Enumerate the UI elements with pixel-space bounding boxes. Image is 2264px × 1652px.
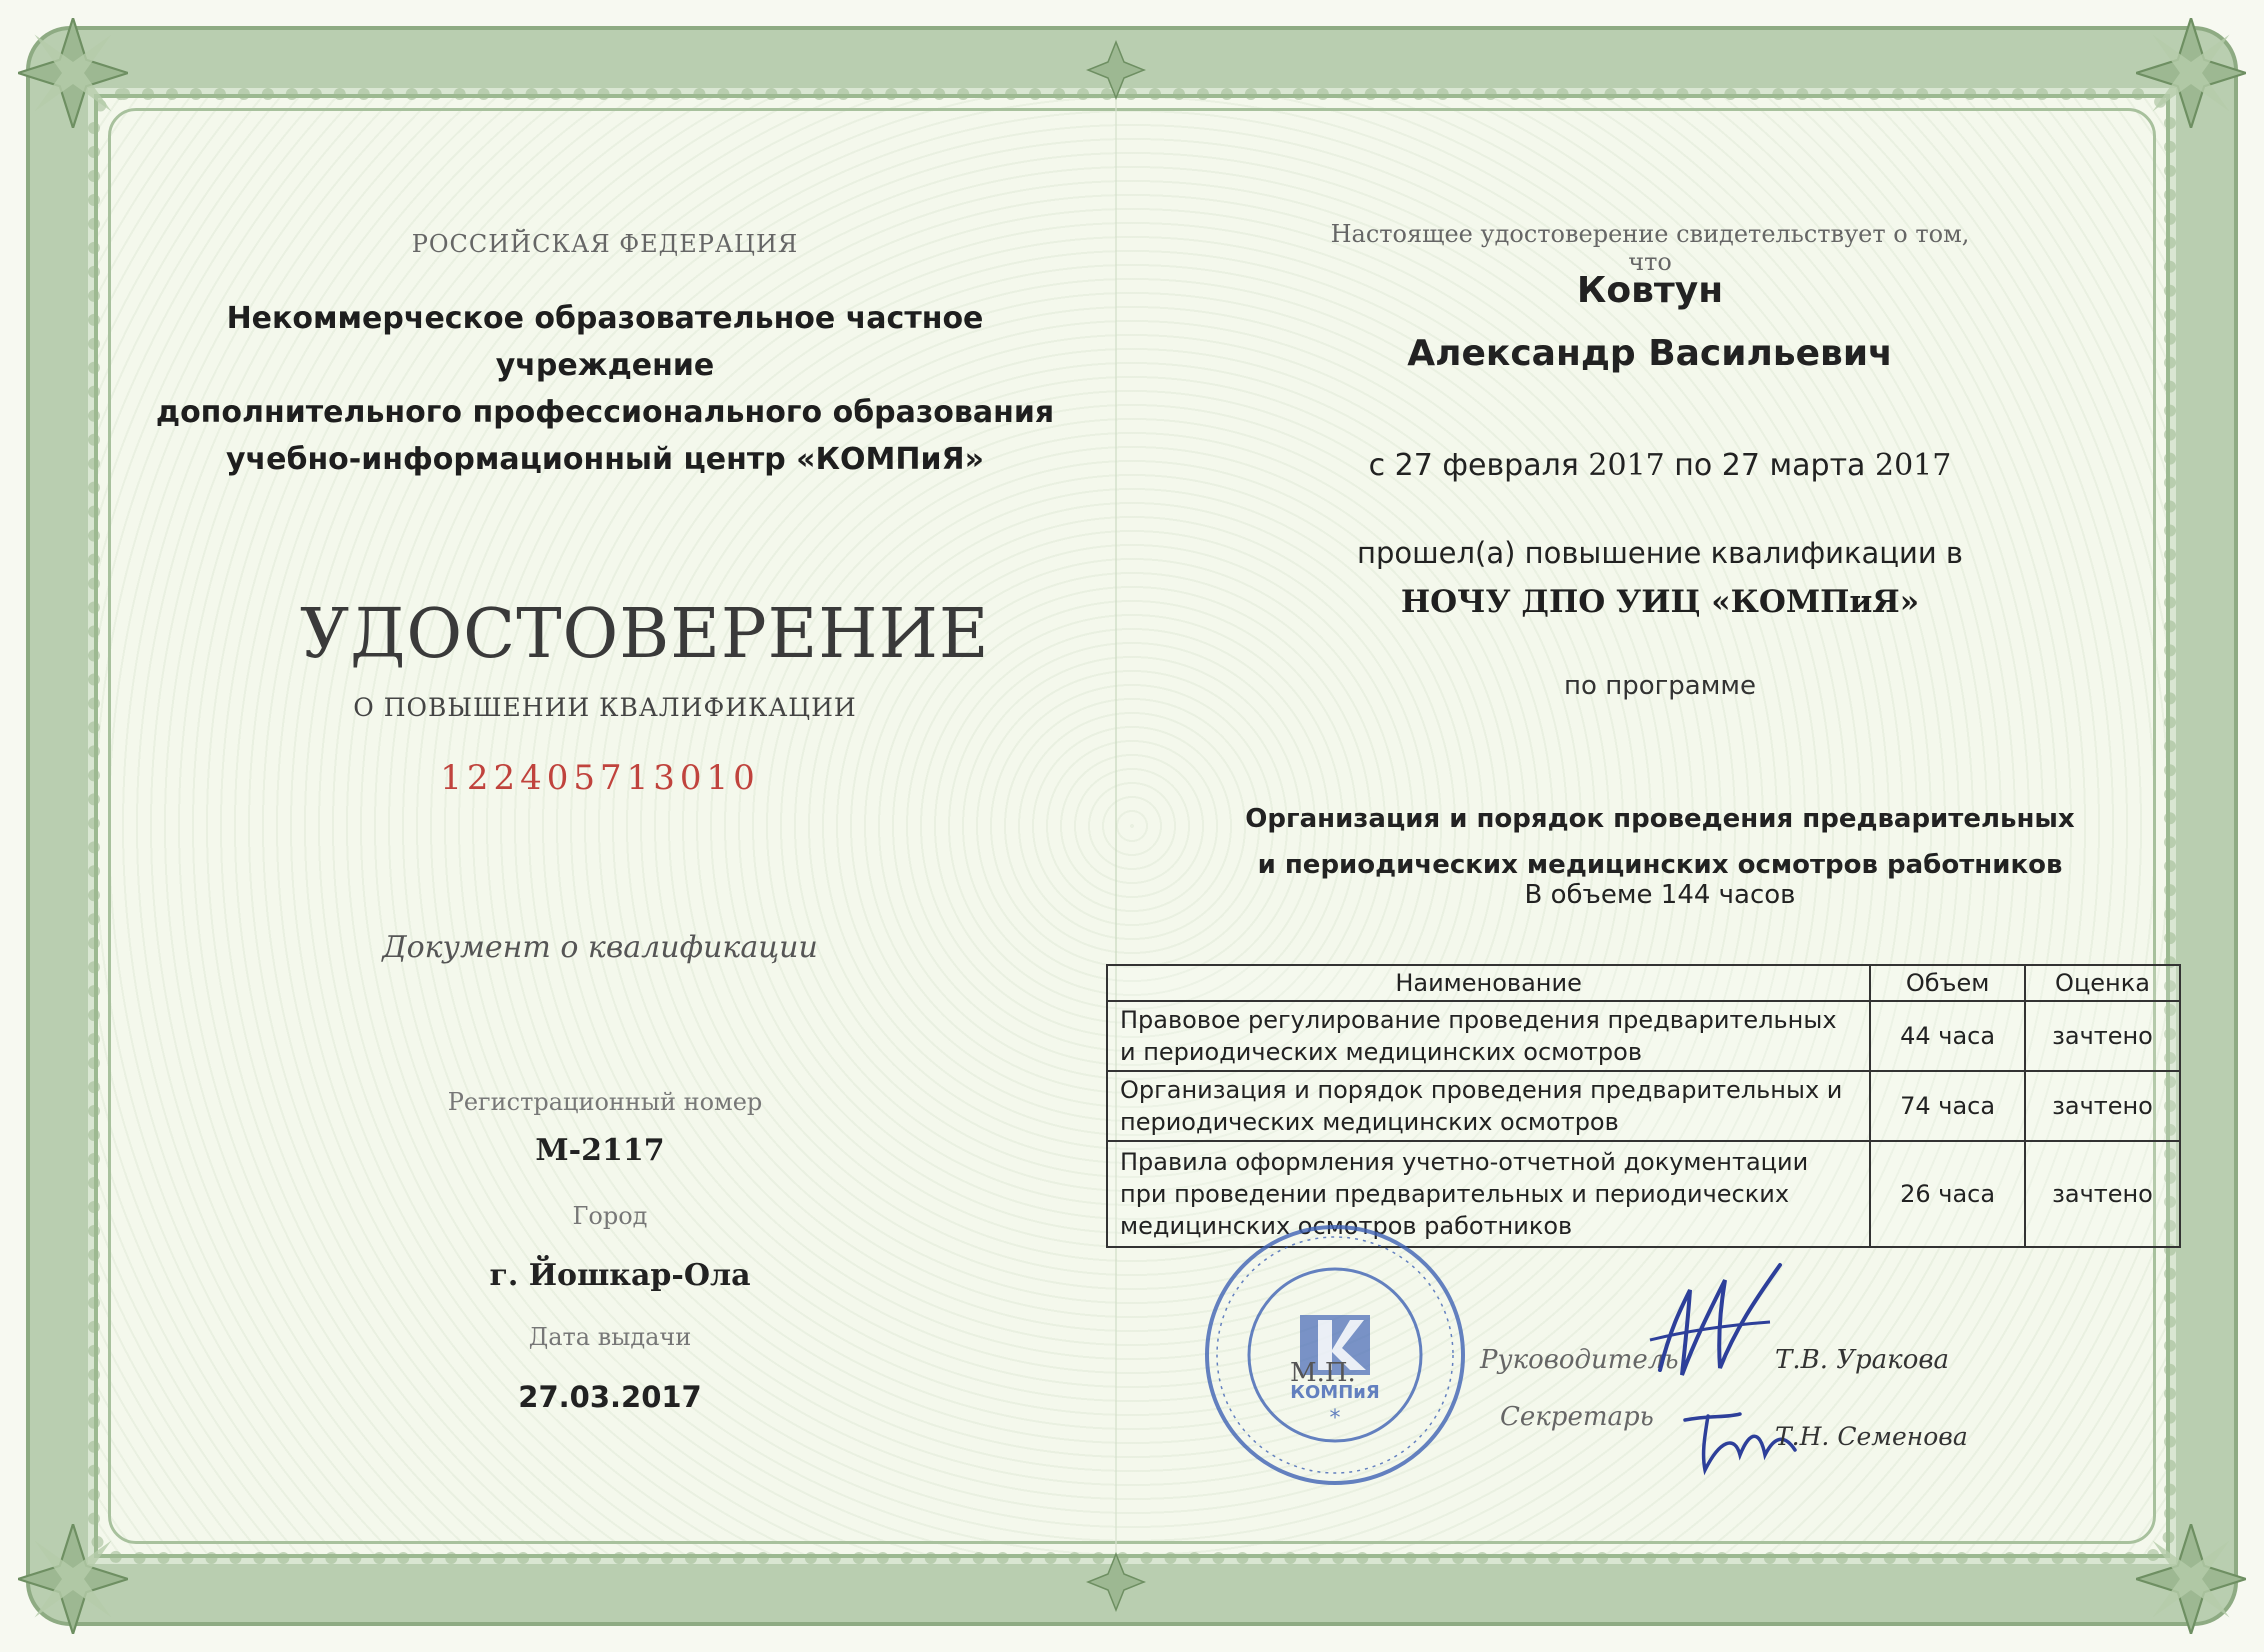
column-header-grade: Оценка: [2025, 965, 2180, 1001]
document-type: Документ о квалификации: [382, 930, 818, 965]
period-from-year: 2017: [1588, 448, 1665, 483]
program-volume: В объеме 144 часов: [1524, 880, 1796, 910]
certificate-title: УДОСТОВЕРЕНИЕ: [300, 595, 990, 674]
stamp-text: КОМПиЯ: [1290, 1382, 1380, 1403]
period-from: с 27 февраля: [1368, 448, 1579, 483]
corner-ornament-icon: [18, 18, 128, 128]
issue-date: 27.03.2017: [518, 1380, 702, 1414]
period-to-year: 2017: [1874, 448, 1952, 483]
course-hours: 44 часа: [1870, 1001, 2025, 1071]
course-name: Правовое регулирование проведения предварительных и периодических медицинских осмотров: [1107, 1001, 1870, 1071]
course-name: Правила оформления учетно-отчетной документации при проведении предварительных и периодических медицинских осмотров работников: [1107, 1141, 1870, 1247]
certificate-subtitle: О ПОВЫШЕНИИ КВАЛИФИКАЦИИ: [353, 693, 857, 722]
table-row: [1107, 1001, 2180, 1071]
table-header-row: [1107, 965, 2180, 1001]
corner-ornament-icon: [18, 1524, 128, 1634]
organization-short-name: НОЧУ ДПО УИЦ «КОМПиЯ»: [1400, 584, 1920, 620]
courses-table: [1106, 964, 2181, 1248]
program-label: по программе: [1564, 671, 1756, 701]
course-name: Организация и порядок проведения предварительных и периодических медицинских осмотров: [1107, 1071, 1870, 1141]
program-line: и периодических медицинских осмотров работников: [1257, 850, 2063, 880]
table-row: [1107, 1071, 2180, 1141]
registration-label: Регистрационный номер: [447, 1088, 763, 1116]
passed-statement: прошел(а) повышение квалификации в: [1356, 536, 1963, 570]
country-heading: РОССИЙСКАЯ ФЕДЕРАЦИЯ: [411, 230, 799, 258]
organization-line: учебно-информационный центр «КОМПиЯ»: [226, 442, 984, 477]
column-header-hours: Объем: [1870, 965, 2025, 1001]
organization-name: [130, 295, 1080, 483]
course-grade: зачтено: [2025, 1001, 2180, 1071]
program-title: [1180, 796, 2140, 888]
program-line: Организация и порядок проведения предварительных: [1245, 804, 2075, 834]
training-period: [1300, 448, 2020, 483]
course-grade: зачтено: [2025, 1071, 2180, 1141]
secretary-label: Секретарь: [1500, 1402, 1654, 1432]
issue-date-label: Дата выдачи: [528, 1323, 692, 1351]
course-hours: 26 часа: [1870, 1141, 2025, 1247]
period-to: по 27 марта: [1674, 448, 1866, 483]
head-name: Т.В. Уракова: [1775, 1345, 1949, 1375]
certificate-number: 122405713010: [440, 758, 760, 798]
secretary-name: Т.Н. Семенова: [1775, 1422, 1968, 1451]
head-signature-icon: [1640, 1250, 1790, 1390]
corner-ornament-icon: [2136, 1524, 2246, 1634]
city-label: Город: [572, 1202, 648, 1230]
course-grade: зачтено: [2025, 1141, 2180, 1247]
registration-number: М-2117: [535, 1133, 665, 1168]
stamp-place-label: М.П.: [1290, 1358, 1356, 1388]
certifies-intro: Настоящее удостоверение свидетельствует о том, что: [1330, 220, 1970, 276]
organization-line: Некоммерческое образовательное частное учреждение: [226, 301, 984, 383]
holder-last-name: Ковтун: [1576, 270, 1724, 311]
head-label: Руководитель: [1480, 1345, 1679, 1375]
column-header-name: Наименование: [1107, 965, 1870, 1001]
corner-ornament-icon: [2136, 18, 2246, 128]
svg-text:*: *: [1329, 1406, 1341, 1431]
city-value: г. Йошкар-Ола: [489, 1258, 751, 1293]
organization-line: дополнительного профессионального образования: [155, 395, 1055, 430]
course-hours: 74 часа: [1870, 1071, 2025, 1141]
holder-first-names: Александр Васильевич: [1407, 333, 1893, 374]
page-fold: [1115, 70, 1117, 1582]
center-ornament-icon: [1086, 40, 1146, 100]
official-stamp-icon: [1200, 1220, 1470, 1490]
center-ornament-icon: [1086, 1552, 1146, 1612]
